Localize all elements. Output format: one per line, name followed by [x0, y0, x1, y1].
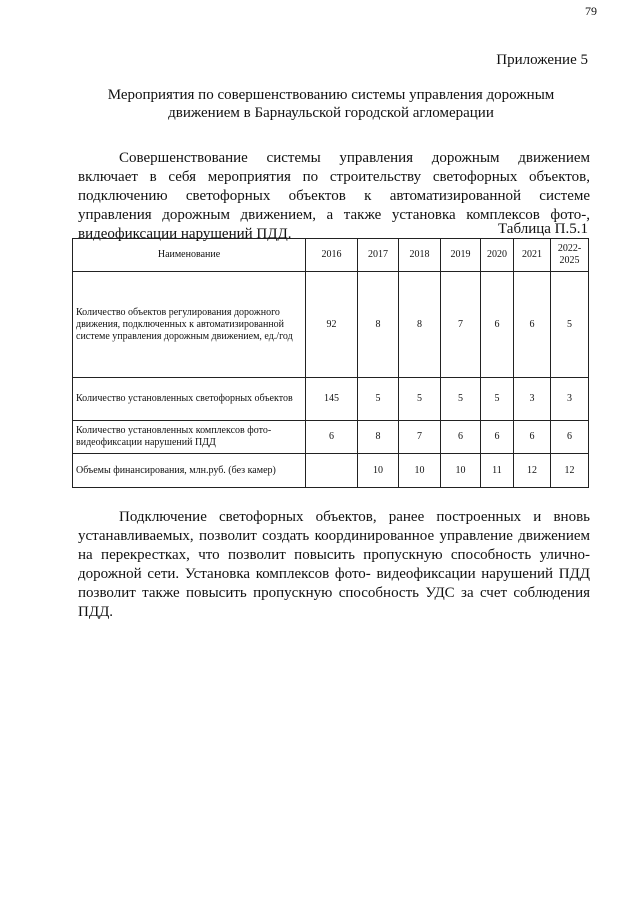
- column-header: 2022-2025: [551, 239, 589, 272]
- value-cell: 6: [481, 272, 514, 378]
- value-cell: 5: [481, 378, 514, 421]
- value-cell: 92: [306, 272, 358, 378]
- value-cell: 8: [399, 272, 441, 378]
- value-cell: 12: [551, 454, 589, 488]
- value-cell: 3: [514, 378, 551, 421]
- row-name-cell: Объемы финансирования, млн.руб. (без камер): [73, 454, 306, 488]
- value-cell: [306, 454, 358, 488]
- value-cell: 7: [399, 421, 441, 454]
- value-cell: 10: [399, 454, 441, 488]
- column-header: 2018: [399, 239, 441, 272]
- value-cell: 12: [514, 454, 551, 488]
- table-caption: Таблица П.5.1: [498, 221, 588, 237]
- table-row: [73, 454, 589, 488]
- value-cell: 6: [481, 421, 514, 454]
- value-cell: 145: [306, 378, 358, 421]
- value-cell: 6: [514, 272, 551, 378]
- value-cell: 6: [551, 421, 589, 454]
- value-cell: 5: [441, 378, 481, 421]
- value-cell: 8: [358, 272, 399, 378]
- column-header: 2019: [441, 239, 481, 272]
- measures-table: [72, 238, 589, 488]
- value-cell: 5: [551, 272, 589, 378]
- value-cell: 7: [441, 272, 481, 378]
- table-header-row: [73, 239, 589, 272]
- column-header: Наименование: [73, 239, 306, 272]
- value-cell: 8: [358, 421, 399, 454]
- value-cell: 11: [481, 454, 514, 488]
- value-cell: 5: [399, 378, 441, 421]
- document-title: Мероприятия по совершенствованию системы управления дорожным движением в Барнаульской городской агломерации: [107, 87, 555, 121]
- value-cell: 6: [514, 421, 551, 454]
- value-cell: 6: [306, 421, 358, 454]
- value-cell: 3: [551, 378, 589, 421]
- intro-paragraph: Совершенствование системы управления дорожным движением включает в себя мероприятия по строительству светофорных объектов, подключению светофорных объектов к автоматизированной системе управления дорожным движением, а также установка комплексов фото-, видеофиксации нарушений ПДД.: [78, 150, 590, 242]
- column-header: 2016: [306, 239, 358, 272]
- conclusion-paragraph: Подключение светофорных объектов, ранее построенных и вновь устанавливаемых, позволит создать координированное управление движением на перекрестках, что позволит повысить пропускную способность улично-дорожной сети. Установка комплексов фото- видеофиксации нарушений ПДД позволит также повысить пропускную способность УДС за счет соблюдения ПДД.: [78, 509, 590, 620]
- page-number: 79: [585, 4, 597, 18]
- row-name-cell: Количество установленных светофорных объектов: [73, 378, 306, 421]
- table-row: [73, 272, 589, 378]
- value-cell: 10: [441, 454, 481, 488]
- row-name-cell: Количество объектов регулирования дорожного движения, подключенных к автоматизированной системе управления дорожным движением, ед./год: [73, 272, 306, 378]
- value-cell: 10: [358, 454, 399, 488]
- column-header: 2020: [481, 239, 514, 272]
- table-row: [73, 421, 589, 454]
- column-header: 2021: [514, 239, 551, 272]
- column-header: 2017: [358, 239, 399, 272]
- table-row: [73, 378, 589, 421]
- appendix-label: Приложение 5: [496, 52, 588, 68]
- value-cell: 5: [358, 378, 399, 421]
- value-cell: 6: [441, 421, 481, 454]
- row-name-cell: Количество установленных комплексов фото-видеофиксации нарушений ПДД: [73, 421, 306, 454]
